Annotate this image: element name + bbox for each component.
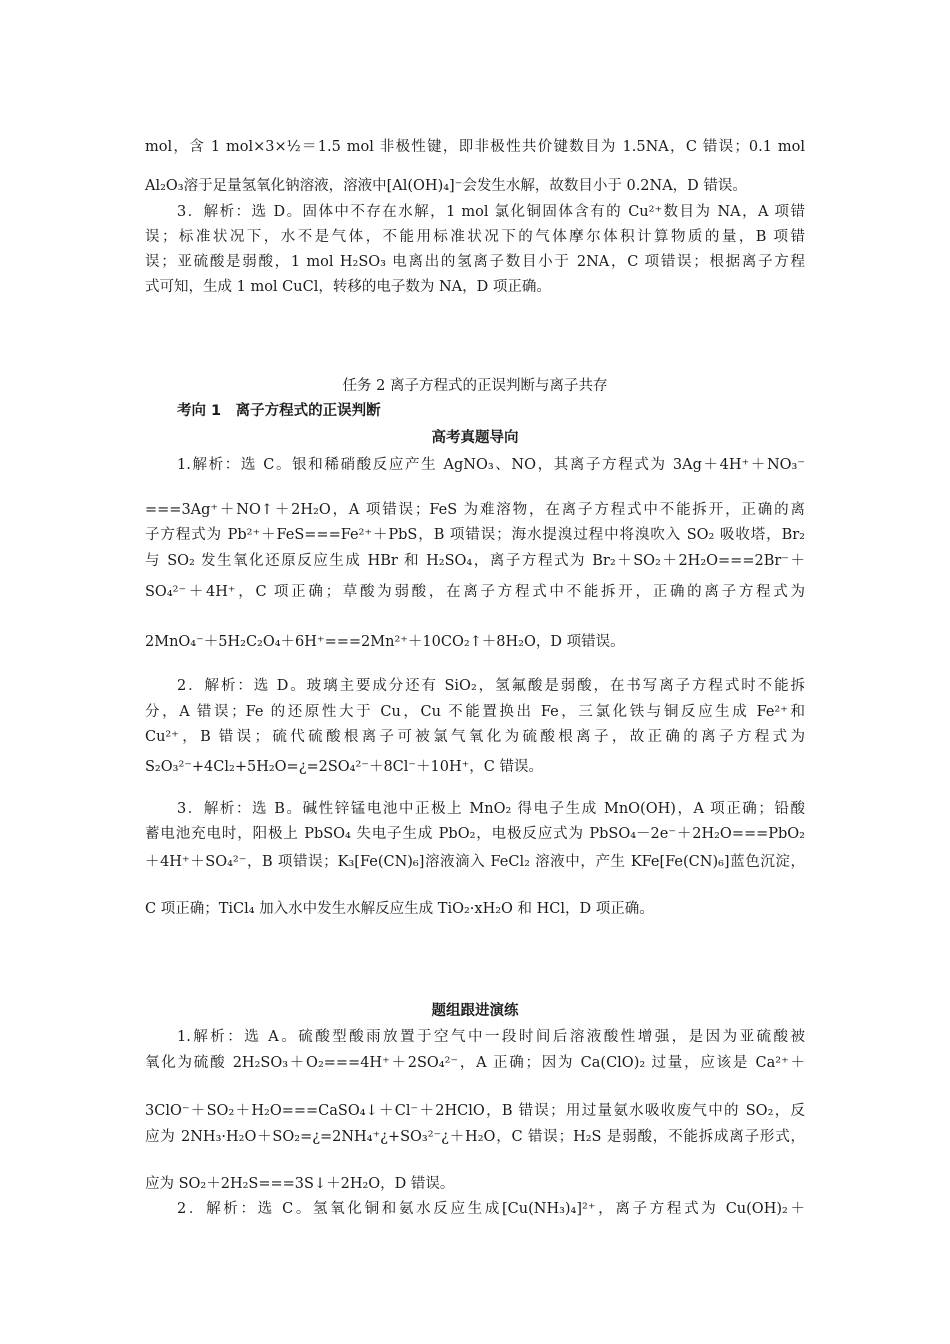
- line-1: mol，含 1 mol×3×½＝1.5 mol 非极性键，即非极性共价键数目为 1.5NA，C 错误；0.1 mol: [145, 139, 805, 155]
- line-6: 式可知，生成 1 mol CuCl，转移的电子数为 NA，D 项正确。: [145, 279, 551, 295]
- para3-line-d: C 项正确；TiCl₄ 加入水中发生水解反应生成 TiO₂·xH₂O 和 HCl，D 项正确。: [145, 901, 654, 917]
- para3-line-b: 蓄电池充电时，阳极上 PbSO₄ 失电子生成 PbO₂，电极反应式为 PbSO₄－2e⁻＋2H₂O===PbO₂: [145, 826, 805, 842]
- q1-line-e: 应为 SO₂＋2H₂S===3S↓＋2H₂O，D 错误。: [145, 1176, 455, 1192]
- para2-line-d: S₂O₃²⁻+4Cl₂+5H₂O=¿=2SO₄²⁻＋8Cl⁻＋10H⁺，C 错误。: [145, 759, 544, 775]
- q1-line-c: 3ClO⁻＋SO₂＋H₂O===CaSO₄↓＋Cl⁻＋2HClO，B 错误；用过量氨水吸收废气中的 SO₂，反: [145, 1103, 805, 1119]
- para3-line-c: ＋4H⁺＋SO₄²⁻，B 项错误；K₃[Fe(CN)₆]溶液滴入 FeCl₂ 溶液中，产生 KFe[Fe(CN)₆]蓝色沉淀，: [145, 854, 805, 870]
- para1-line-d: 与 SO₂ 发生氧化还原反应生成 HBr 和 H₂SO₄，离子方程式为 Br₂＋SO₂＋2H₂O===2Br⁻＋: [145, 553, 805, 569]
- q2-line-a: 2．解析：选 C。氢氧化铜和氨水反应生成[Cu(NH₃)₄]²⁺，离子方程式为 Cu(OH)₂＋: [177, 1201, 805, 1217]
- line-5: 误；亚硫酸是弱酸，1 mol H₂SO₃ 电离出的氢离子数目小于 2NA，C 项错误；根据离子方程: [145, 254, 805, 270]
- subheading-gaokao: 高考真题导向: [431, 430, 519, 446]
- section-heading: 考向 1 离子方程式的正误判断: [177, 403, 381, 419]
- line-3: 3．解析：选 D。固体中不存在水解，1 mol 氯化铜固体含有的 Cu²⁺数目为 NA，A 项错: [177, 204, 805, 220]
- line-4: 误；标准状况下，水不是气体，不能用标准状况下的气体摩尔体积计算物质的量，B 项错: [145, 229, 805, 245]
- q1-line-d: 应为 2NH₃·H₂O＋SO₂=¿=2NH₄⁺¿+SO₃²⁻¿＋H₂O，C 错误；H₂S 是弱酸，不能拆成离子形式，: [145, 1129, 805, 1145]
- para2-line-c: Cu²⁺，B 错误；硫代硫酸根离子可被氯气氧化为硫酸根离子，故正确的离子方程式为: [145, 729, 805, 745]
- para2-line-a: 2．解析：选 D。玻璃主要成分还有 SiO₂，氢氟酸是弱酸，在书写离子方程式时不能拆: [177, 678, 805, 694]
- subheading-practice: 题组跟进演练: [431, 1003, 519, 1019]
- para1-line-f: 2MnO₄⁻＋5H₂C₂O₄＋6H⁺===2Mn²⁺＋10CO₂↑＋8H₂O，D 项错误。: [145, 634, 625, 650]
- para1-line-a: 1.解析：选 C。银和稀硝酸反应产生 AgNO₃、NO，其离子方程式为 3Ag＋4H⁺＋NO₃⁻: [177, 457, 805, 473]
- para1-line-e: SO₄²⁻＋4H⁺，C 项正确；草酸为弱酸，在离子方程式中不能拆开，正确的离子方程式为: [145, 584, 805, 600]
- para1-line-c: 子方程式为 Pb²⁺＋FeS===Fe²⁺＋PbS，B 项错误；海水提溴过程中将溴吹入 SO₂ 吸收塔，Br₂: [145, 527, 805, 543]
- task-title: 任务 2 离子方程式的正误判断与离子共存: [342, 378, 608, 394]
- q1-line-b: 氧化为硫酸 2H₂SO₃＋O₂===4H⁺＋2SO₄²⁻，A 正确；因为 Ca(ClO)₂ 过量，应该是 Ca²⁺＋: [145, 1055, 805, 1071]
- q1-line-a: 1.解析：选 A。硫酸型酸雨放置于空气中一段时间后溶液酸性增强，是因为亚硫酸被: [177, 1029, 805, 1045]
- line-2: Al₂O₃溶于足量氢氧化钠溶液，溶液中[Al(OH)₄]⁻会发生水解，故数目小于 0.2NA，D 错误。: [145, 178, 747, 194]
- para2-line-b: 分，A 错误；Fe 的还原性大于 Cu，Cu 不能置换出 Fe，三氯化铁与铜反应生成 Fe²⁺和: [145, 704, 805, 720]
- para1-line-b: ===3Ag⁺＋NO↑＋2H₂O，A 项错误；FeS 为难溶物，在离子方程式中不能拆开，正确的离: [145, 502, 805, 518]
- para3-line-a: 3．解析：选 B。碱性锌锰电池中正极上 MnO₂ 得电子生成 MnO(OH)，A 项正确；铅酸: [177, 801, 805, 817]
